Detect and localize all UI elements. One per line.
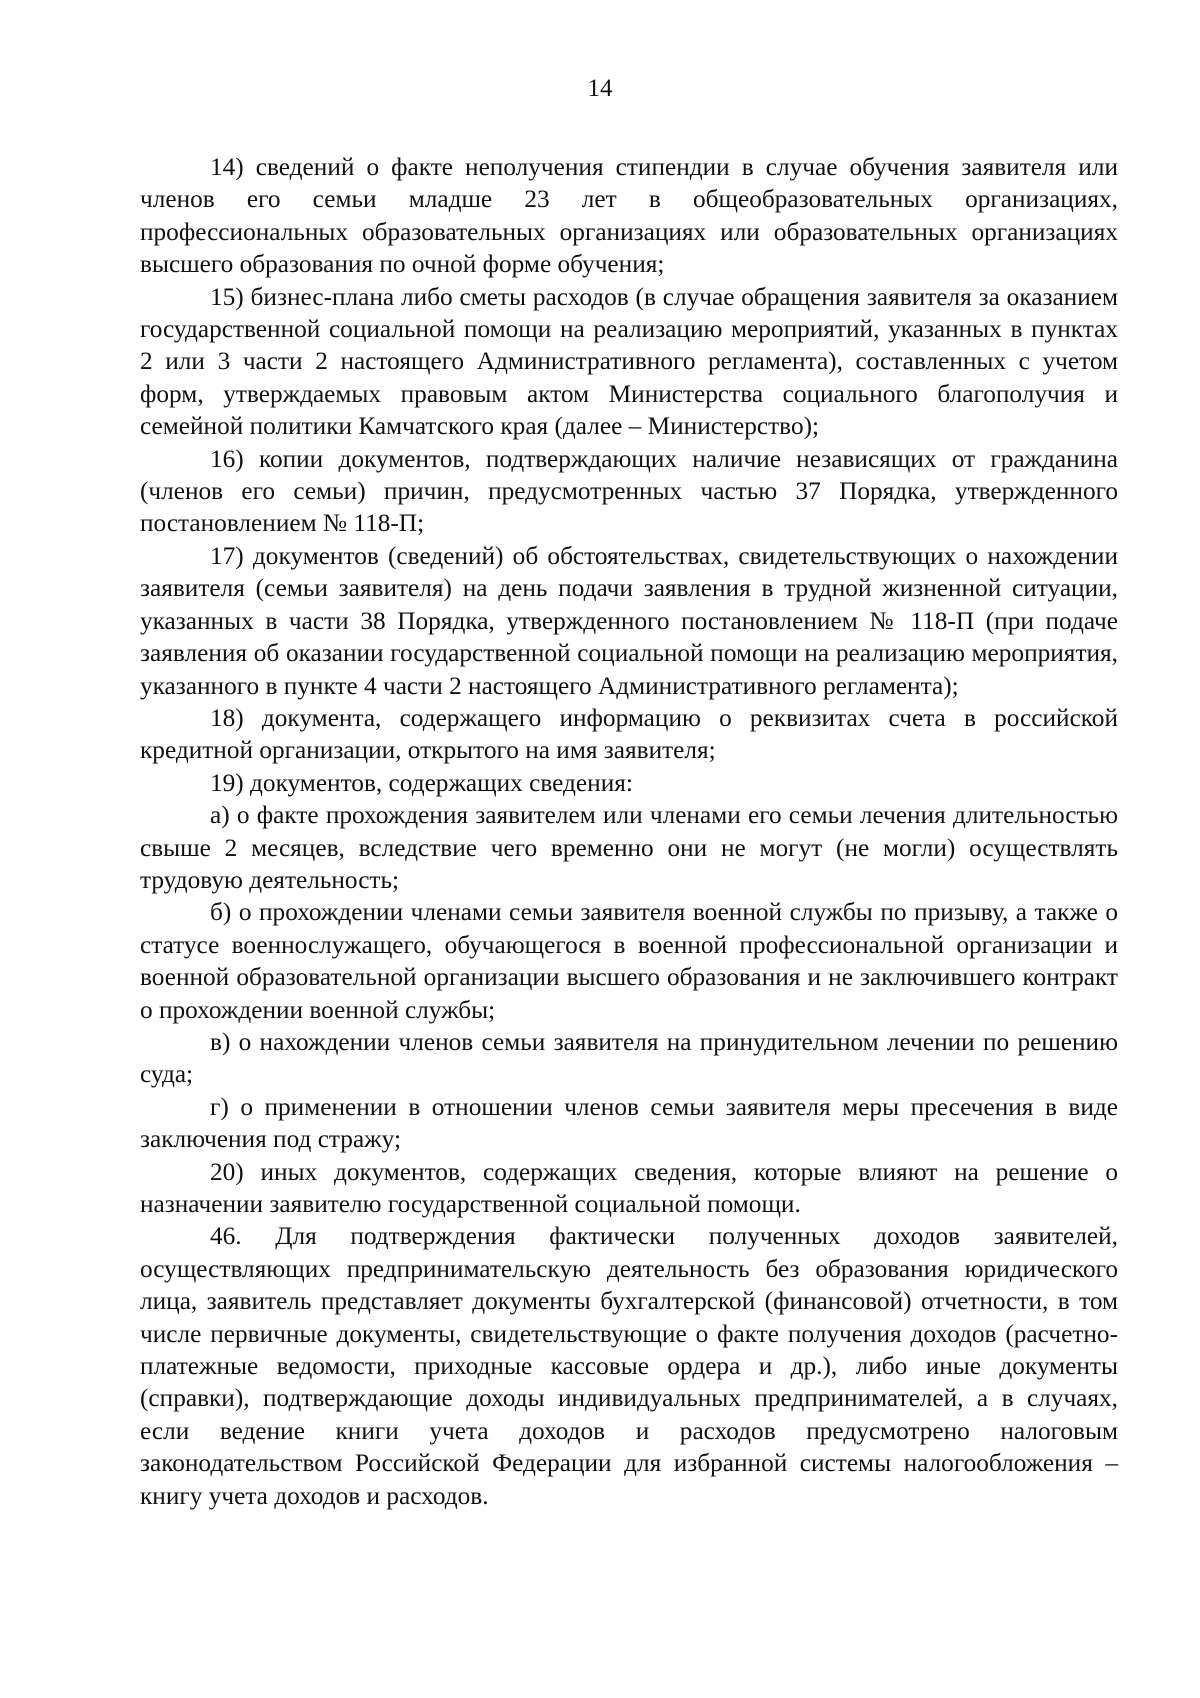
paragraph-subitem-v: в) о нахождении членов семьи заявителя на принудительном лечении по решению суда; [140, 1027, 1118, 1089]
paragraph-subitem-a: а) о факте прохождения заявителем или членами его семьи лечения длительностью свыше 2 месяцев, вследствие чего временно они не могут (не могли) осуществлять трудовую деятельность; [140, 801, 1118, 894]
paragraph-item-20: 20) иных документов, содержащих сведения, которые влияют на решение о назначении заявителю государственной социальной помощи. [140, 1157, 1118, 1218]
paragraph-item-15: 15) бизнес-плана либо сметы расходов (в случае обращения заявителя за оказанием государственной социальной помощи на реализацию мероприятий, указанных в пунктах 2 или 3 части 2 настоящего Административного регламента), составленных с учетом форм, утверждаемых правовым актом Министерства социального благополучия и семейной политики Камчатского края (далее – Министерство); [140, 282, 1118, 441]
paragraph-subitem-b: б) о прохождении членами семьи заявителя военной службы по призыву, а также о статусе военнослужащего, обучающегося в военной профессиональной организации и военной образовательной организации высшего образования и не заключившего контракт о прохождении военной службы; [140, 898, 1118, 1024]
paragraph-subitem-g: г) о применении в отношении членов семьи заявителя меры пресечения в виде заключения под стражу; [140, 1092, 1118, 1154]
document-body [140, 151, 1118, 1512]
page-number: 14 [587, 75, 613, 102]
paragraph-item-18: 18) документа, содержащего информацию о реквизитах счета в российской кредитной организации, открытого на имя заявителя; [140, 703, 1118, 765]
paragraph-section-46: 46. Для подтверждения фактически полученных доходов заявителей, осуществляющих предпринимательскую деятельность без образования юридического лица, заявитель представляет документы бухгалтерской (финансовой) отчетности, в том числе первичные документы, свидетельствующие о факте получения доходов (расчетно-платежные ведомости, приходные кассовые ордера и др.), либо иные документы (справки), подтверждающие доходы индивидуальных предпринимателей, а в случаях, если ведение книги учета доходов и расходов предусмотрено налоговым законодательством Российской Федерации для избранной системы налогообложения – книгу учета доходов и расходов. [140, 1222, 1118, 1510]
paragraph-item-17: 17) документов (сведений) об обстоятельствах, свидетельствующих о нахождении заявителя (семьи заявителя) на день подачи заявления в трудной жизненной ситуации, указанных в части 38 Порядка, утвержденного постановлением № 118-П (при подаче заявления об оказании государственной социальной помощи на реализацию мероприятия, указанного в пункте 4 части 2 настоящего Административного регламента); [140, 541, 1118, 700]
paragraph-item-16: 16) копии документов, подтверждающих наличие независящих от гражданина (членов его семьи) причин, предусмотренных частью 37 Порядка, утвержденного постановлением № 118-П; [140, 444, 1118, 538]
paragraph-item-14: 14) сведений о факте неполучения стипендии в случае обучения заявителя или членов его семьи младше 23 лет в общеобразовательных организациях, профессиональных образовательных организациях или образовательных организациях высшего образования по очной форме обучения; [140, 153, 1118, 279]
paragraph-item-19: 19) документов, содержащих сведения: [210, 768, 633, 797]
